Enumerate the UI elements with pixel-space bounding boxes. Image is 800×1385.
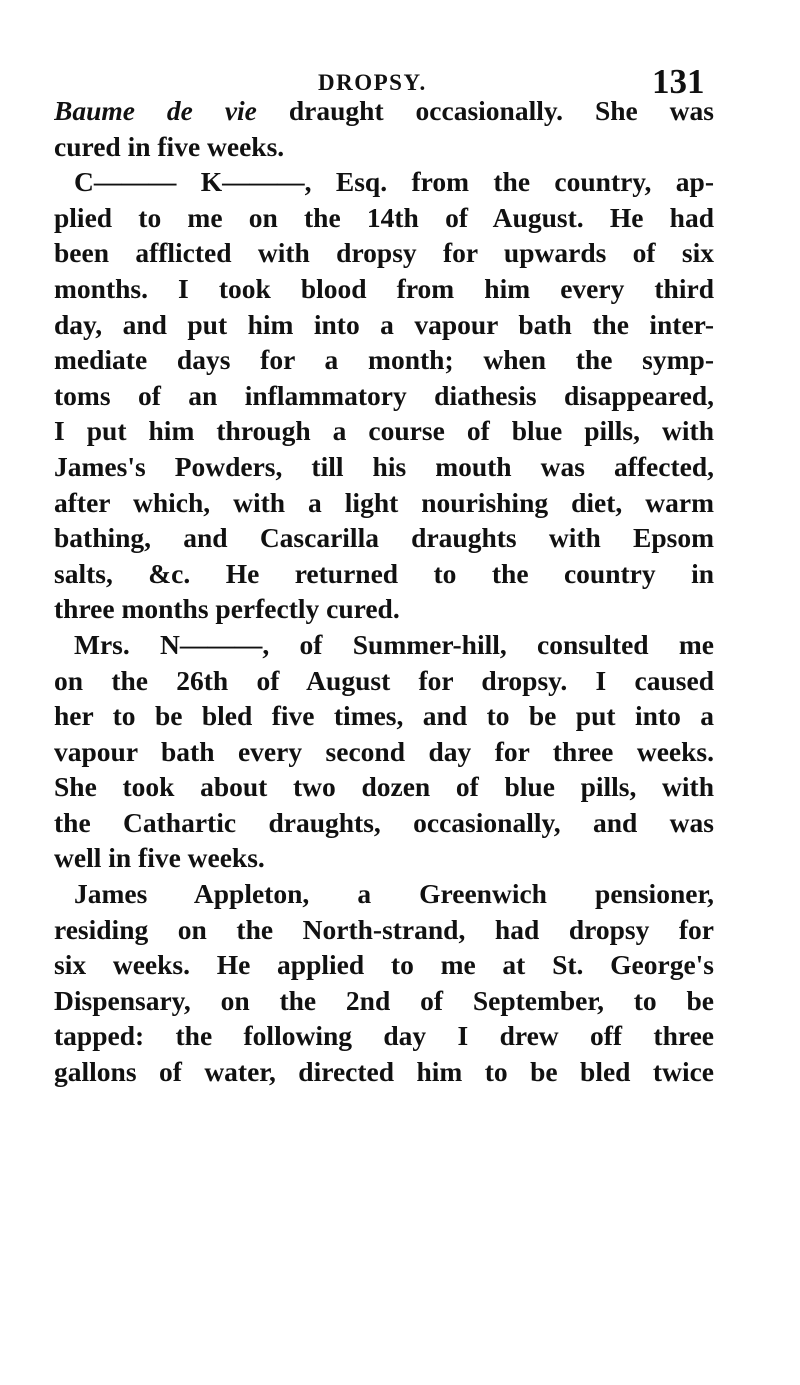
line-text: draught occasionally. She was [256, 95, 714, 126]
line-text: her to be bled five times, and to be put into a [54, 700, 714, 732]
text-line [54, 591, 714, 627]
body-text [54, 93, 714, 1090]
line-text: months. I took blood from him every third [54, 272, 714, 304]
line-text: three months perfectly cured. [54, 593, 400, 625]
text-line [54, 93, 714, 129]
text-line [54, 129, 714, 165]
line-text: day, and put him into a vapour bath the inter- [54, 308, 714, 340]
text-line [54, 627, 714, 663]
text-line [54, 342, 714, 378]
line-text: C——— K———, Esq. from the country, ap- [74, 166, 714, 198]
page-number: 131 [652, 62, 705, 101]
text-line [54, 520, 714, 556]
text-line [54, 378, 714, 414]
line-text: well in five weeks. [54, 842, 265, 874]
text-line [54, 449, 714, 485]
text-line [54, 698, 714, 734]
text-line [54, 769, 714, 805]
line-text: been afflicted with dropsy for upwards of six [54, 237, 714, 269]
line-text: I put him through a course of blue pills, with [54, 415, 714, 447]
line-text: She took about two dozen of blue pills, with [54, 771, 714, 803]
text-line [54, 912, 714, 948]
text-line [54, 805, 714, 841]
italic-phrase: Baume de vie [54, 95, 257, 126]
text-line [54, 164, 714, 200]
line-text: on the 26th of August for dropsy. I caused [54, 664, 714, 696]
line-text: bathing, and Cascarilla draughts with Epsom [54, 522, 714, 554]
line-text: plied to me on the 14th of August. He had [54, 201, 714, 233]
text-line [54, 1018, 714, 1054]
line-text: James's Powders, till his mouth was affected, [54, 450, 714, 482]
text-line [54, 271, 714, 307]
text-line [54, 663, 714, 699]
line-text: cured in five weeks. [54, 130, 285, 162]
line-text: gallons of water, directed him to be bled twice [54, 1056, 714, 1088]
line-text: salts, &c. He returned to the country in [54, 557, 714, 589]
running-head: DROPSY. [318, 70, 427, 95]
text-line [54, 556, 714, 592]
text-line [54, 947, 714, 983]
line-text: vapour bath every second day for three weeks. [54, 735, 714, 767]
line-text: the Cathartic draughts, occasionally, and was [54, 806, 714, 838]
line-text: after which, with a light nourishing diet, warm [54, 486, 714, 518]
text-line [54, 840, 714, 876]
text-line [54, 983, 714, 1019]
line-text: residing on the North-strand, had dropsy for [54, 913, 714, 945]
line-text: six weeks. He applied to me at St. George's [54, 949, 714, 981]
text-line [54, 235, 714, 271]
line-text: James Appleton, a Greenwich pensioner, [74, 878, 714, 910]
text-line [54, 1054, 714, 1090]
text-line [54, 876, 714, 912]
text-line [54, 200, 714, 236]
line-text: Mrs. N———, of Summer-hill, consulted me [74, 628, 714, 660]
line-text: toms of an inflammatory diathesis disappeared, [54, 379, 714, 411]
text-line [54, 485, 714, 521]
line-text: Dispensary, on the 2nd of September, to be [54, 984, 714, 1016]
line-text: mediate days for a month; when the symp- [54, 344, 714, 376]
text-line [54, 413, 714, 449]
text-line [54, 734, 714, 770]
line-text: tapped: the following day I drew off three [54, 1020, 714, 1052]
text-line [54, 307, 714, 343]
